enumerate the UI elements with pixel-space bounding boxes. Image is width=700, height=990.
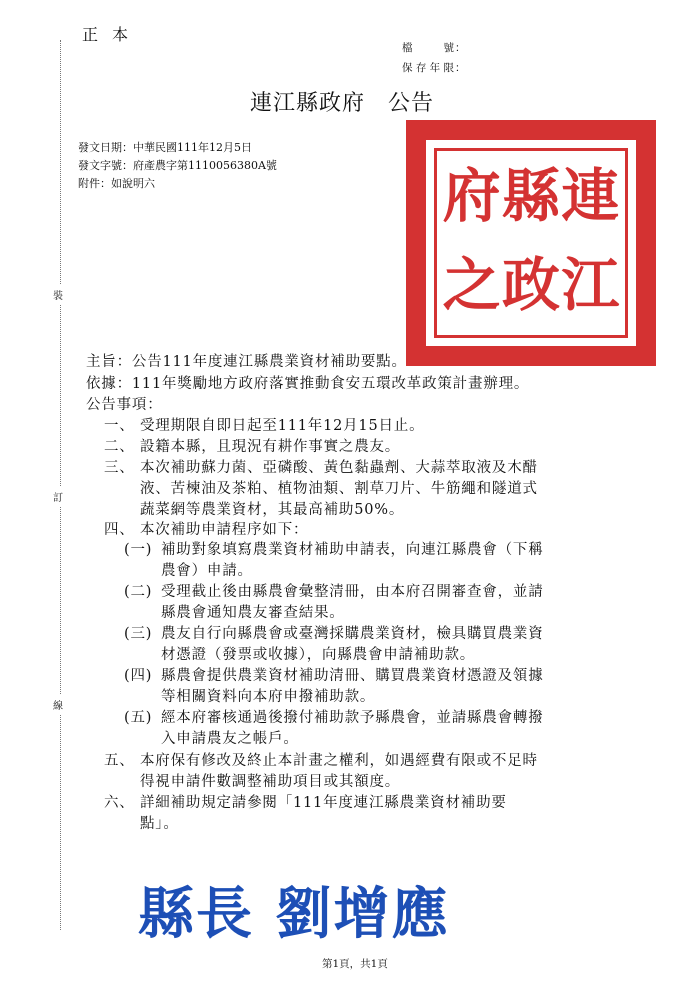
notice-item-3: 三、 本次補助蘇力菌、亞磷酸、黃色黏蟲劑、大蒜萃取液及木醋 (104, 460, 538, 476)
issue-date: 發文日期：中華民國111年12月5日 (78, 141, 252, 154)
file-number-label: 檔號： (402, 42, 466, 54)
notice-item-5: 五、 本府保有修改及終止本計畫之權利，如遇經費有限或不足時 (104, 753, 538, 769)
procedure-2: (二) 受理截止後由縣農會彙整清冊，由本府召開審查會，並請 (124, 584, 544, 600)
seal-char: 江 (561, 251, 620, 319)
procedure-2-line-2: 縣農會通知農友審查結果。 (161, 605, 345, 621)
basis-line: 依據：111年獎勵地方政府落實推動食安五環改革政策計畫辦理。 (86, 376, 530, 392)
binding-mark-xian: 線 (53, 695, 63, 714)
notice-item-3-line-2: 液、苦楝油及茶粕、植物油類、割草刀片、牛筋繩和隧道式 (140, 481, 538, 497)
page-number: 第1頁，共1頁 (322, 958, 388, 970)
document-title: 連江縣政府 公告 (250, 91, 435, 116)
official-seal (406, 120, 656, 366)
notice-item-1: 一、 受理期限自即日起至111年12月15日止。 (104, 418, 425, 434)
binding-mark-zhuang: 裝 (53, 285, 63, 304)
notice-item-3-line-3: 蔬菜網等農業資材，其最高補助50%。 (140, 502, 405, 518)
notice-item-5-line-2: 得視申請件數調整補助項目或其額度。 (140, 774, 401, 790)
seal-char: 政 (501, 251, 560, 319)
seal-char: 縣 (501, 162, 560, 230)
procedure-5-line-2: 入申請農友之帳戶。 (161, 731, 299, 747)
notice-item-2: 二、 設籍本縣，且現況有耕作事實之農友。 (104, 439, 401, 455)
retention-period-label: 保存年限： (402, 62, 466, 74)
magistrate-signature-stamp: 縣長 劉增應 (138, 881, 450, 947)
binding-line (60, 40, 61, 930)
seal-char: 之 (442, 251, 501, 319)
procedure-4: (四) 縣農會提供農業資材補助清冊、購買農業資材憑證及領據 (124, 668, 544, 684)
subject-line: 主旨：公告111年度連江縣農業資材補助要點。 (86, 354, 407, 370)
binding-mark-ding: 訂 (53, 487, 63, 506)
procedure-1-line-2: 農會）申請。 (161, 563, 253, 579)
attachment-note: 附件：如說明六 (78, 177, 155, 190)
procedure-3-line-2: 材憑證（發票或收據），向縣農會申請補助款。 (161, 647, 476, 663)
notice-item-6-line-2: 點」。 (140, 816, 179, 832)
procedure-5: (五) 經本府審核通過後撥付補助款予縣農會，並請縣農會轉撥 (124, 710, 544, 726)
seal-char: 府 (442, 162, 501, 230)
notice-heading: 公告事項： (86, 397, 163, 413)
procedure-4-line-2: 等相關資料向本府申撥補助款。 (161, 689, 376, 705)
issue-ref-number: 發文字號：府產農字第1110056380A號 (78, 159, 277, 172)
notice-item-6: 六、 詳細補助規定請參閱「111年度連江縣農業資材補助要 (104, 795, 507, 811)
procedure-3: (三) 農友自行向縣農會或臺灣採購農業資材，檢具購買農業資 (124, 626, 544, 642)
notice-item-4: 四、 本次補助申請程序如下： (104, 522, 309, 538)
procedure-1: (一) 補助對象填寫農業資材補助申請表，向連江縣農會（下稱 (124, 542, 544, 558)
copy-mark: 正本 (82, 25, 143, 44)
seal-char: 連 (561, 162, 620, 230)
